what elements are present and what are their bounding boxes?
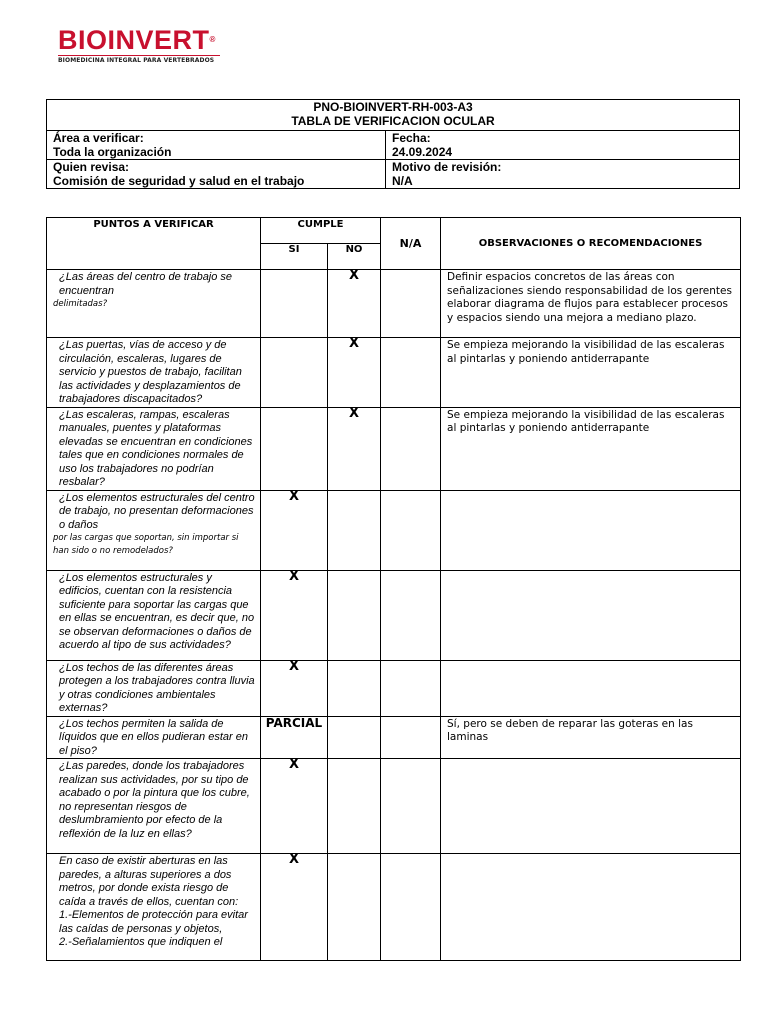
na-mark <box>381 660 441 716</box>
table-row <box>47 854 741 961</box>
logo-tagline: BIOMEDICINA INTEGRAL PARA VERTEBRADOS <box>58 57 215 64</box>
no-mark <box>328 759 381 854</box>
observation-cell: Definir espacios concretos de las áreas con señalizaciones siendo responsabilidad de los gerentes elaborar diagrama de flujos para establecer procesos y espacios siendo una mejora a mediano plazo. <box>441 270 741 338</box>
reason-cell <box>386 160 740 189</box>
logo-underline <box>58 55 220 56</box>
table-row <box>47 270 741 338</box>
table-row <box>47 338 741 408</box>
na-mark <box>381 338 441 408</box>
area-cell <box>47 131 386 160</box>
no-mark: X <box>328 407 381 490</box>
question-cell: ¿Los elementos estructurales y edificios, cuentan con la resistencia suficiente para soportar las cargas que en ellas se encuentran, es decir que, no se observan deformaciones o daños de acuerdo al tipo de sus actividades? <box>47 570 261 660</box>
question-cell: ¿Las paredes, donde los trabajadores realizan sus actividades, por su tipo de acabado o por la pintura que los cubre, no representan riesgos de deslumbramiento por efecto de la reflexión de la luz en ellas? <box>47 759 261 854</box>
area-label: Área a verificar: <box>53 131 144 145</box>
reviewer-label: Quien revisa: <box>53 160 130 174</box>
observation-cell <box>441 660 741 716</box>
date-value: 24.09.2024 <box>392 145 453 159</box>
col-header-na: N/A <box>381 218 441 270</box>
observation-cell: Se empieza mejorando la visibilidad de las escaleras al pintarlas y poniendo antiderrapante <box>441 338 741 408</box>
table-row <box>47 660 741 716</box>
area-value: Toda la organización <box>53 145 172 159</box>
table-row <box>47 407 741 490</box>
observation-cell: Sí, pero se deben de reparar las goteras en las laminas <box>441 716 741 759</box>
no-mark <box>328 490 381 570</box>
observation-cell: Se empieza mejorando la visibilidad de las escaleras al pintarlas y poniendo antiderrapante <box>441 407 741 490</box>
observation-cell <box>441 490 741 570</box>
question-cell: ¿Las escaleras, rampas, escaleras manuales, puentes y plataformas elevadas se encuentran en condiciones tales que en condiciones normales de uso los trabajadores no podrían resbalar? <box>47 407 261 490</box>
na-mark <box>381 854 441 961</box>
col-header-points: PUNTOS A VERIFICAR <box>47 218 261 270</box>
si-mark <box>261 338 328 408</box>
question-cell: ¿Los techos permiten la salida de líquidos que en ellos pudieran estar en el piso? <box>47 716 261 759</box>
na-mark <box>381 490 441 570</box>
no-mark: X <box>328 270 381 338</box>
question-cell: En caso de existir aberturas en las paredes, a alturas superiores a dos metros, por donde exista riesgo de caída a través de ellos, cuentan con: 1.-Elementos de protección para evitar las caídas de personas y objetos, 2.-Señalamientos que indiquen el <box>47 854 261 961</box>
table-row <box>47 490 741 570</box>
si-mark: X <box>261 660 328 716</box>
col-header-no: NO <box>328 244 381 270</box>
reviewer-value: Comisión de seguridad y salud en el trabajo <box>53 174 305 188</box>
table-row <box>47 759 741 854</box>
na-mark <box>381 270 441 338</box>
reviewer-cell <box>47 160 386 189</box>
observation-cell <box>441 854 741 961</box>
si-mark: X <box>261 490 328 570</box>
question-cell: ¿Las áreas del centro de trabajo se encuentran delimitadas? <box>47 270 261 338</box>
question-cell: ¿Las puertas, vías de acceso y de circulación, escaleras, lugares de servicio y puestos de trabajo, facilitan las actividades y desplazamientos de trabajadores discapacitados? <box>47 338 261 408</box>
no-mark <box>328 716 381 759</box>
si-mark: X <box>261 759 328 854</box>
na-mark <box>381 759 441 854</box>
document-title-cell <box>47 100 740 131</box>
reason-label: Motivo de revisión: <box>392 160 502 174</box>
question-cell: ¿Los techos de las diferentes áreas protegen a los trabajadores contra lluvia y otras condiciones ambientales externas? <box>47 660 261 716</box>
no-mark <box>328 570 381 660</box>
observation-cell <box>441 570 741 660</box>
no-mark <box>328 660 381 716</box>
no-mark <box>328 854 381 961</box>
na-mark <box>381 716 441 759</box>
observation-cell <box>441 759 741 854</box>
na-mark <box>381 570 441 660</box>
logo-name: BIOINVERT® <box>58 25 216 55</box>
logo-registered-mark: ® <box>209 35 216 44</box>
si-mark <box>261 270 328 338</box>
document-code: PNO-BIOINVERT-RH-003-A3 <box>313 100 473 114</box>
na-mark <box>381 407 441 490</box>
si-mark: X <box>261 854 328 961</box>
document-title: TABLA DE VERIFICACION OCULAR <box>291 114 495 128</box>
question-cell: ¿Los elementos estructurales del centro de trabajo, no presentan deformaciones o daños por las cargas que soportan, sin importar si han sido o no remodelados? <box>47 490 261 570</box>
table-row <box>47 716 741 759</box>
col-header-observations: OBSERVACIONES O RECOMENDACIONES <box>441 218 741 270</box>
col-header-si: SI <box>261 244 328 270</box>
company-logo <box>58 26 220 64</box>
table-row <box>47 570 741 660</box>
si-mark <box>261 407 328 490</box>
date-label: Fecha: <box>392 131 431 145</box>
header-table <box>46 99 740 189</box>
reason-value: N/A <box>392 174 413 188</box>
col-header-cumple: CUMPLE <box>261 218 381 244</box>
no-mark: X <box>328 338 381 408</box>
verification-table <box>46 217 741 961</box>
date-cell <box>386 131 740 160</box>
si-mark: PARCIAL <box>261 716 328 759</box>
si-mark: X <box>261 570 328 660</box>
